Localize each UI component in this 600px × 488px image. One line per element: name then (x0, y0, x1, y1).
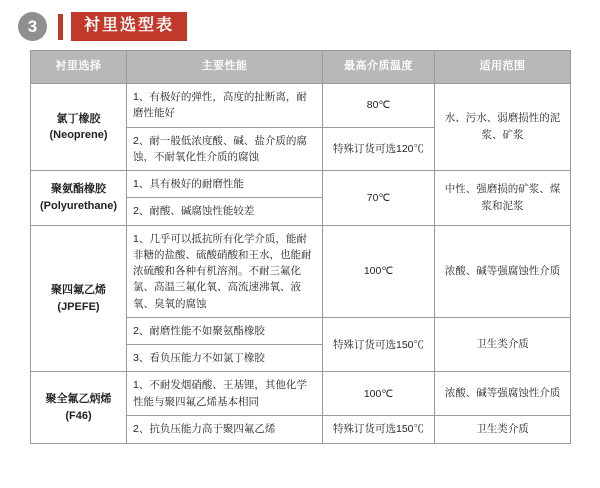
table-header-row (31, 51, 571, 84)
table-row (31, 225, 571, 317)
table-row (31, 171, 571, 198)
lining-name-cell (31, 372, 127, 443)
scope-cell: 中性、强磨损的矿浆、煤浆和泥浆 (435, 171, 571, 226)
table-body (31, 84, 571, 444)
table-row (31, 84, 571, 128)
table-row (31, 372, 571, 416)
lining-name-cell (31, 171, 127, 226)
max-temp-cell: 70℃ (323, 171, 435, 226)
max-temp-cell: 100℃ (323, 372, 435, 416)
column-header-max-temp: 最高介质温度 (323, 51, 435, 84)
lining-name-cn: 聚四氟乙烯 (51, 284, 106, 297)
max-temp-cell: 80℃ (323, 84, 435, 128)
title-accent-bar (58, 14, 63, 40)
max-temp-cell: 100℃ (323, 225, 435, 317)
scope-cell: 浓酸、碱等强腐蚀性介质 (435, 225, 571, 317)
column-header-lining: 衬里选择 (31, 51, 127, 84)
column-header-scope: 适用范围 (435, 51, 571, 84)
performance-cell: 2、耐一般低浓度酸、碱、盐介质的腐蚀，不耐氧化性介质的腐蚀 (127, 127, 323, 171)
page-header (0, 0, 600, 44)
lining-name-cn: 聚全氟乙炳烯 (45, 393, 112, 406)
max-temp-cell: 特殊订货可选150℃ (323, 317, 435, 372)
performance-cell: 2、耐磨性能不如聚氨酯橡胶 (127, 317, 323, 344)
title-group (58, 12, 187, 41)
page-title: 衬里选型表 (71, 12, 187, 41)
lining-name-en: (F46) (65, 409, 92, 422)
lining-name-cell (31, 225, 127, 372)
lining-name-en: (JPEFE) (57, 300, 100, 313)
performance-cell: 1、不耐发烟硝酸、王基锂，其他化学性能与聚四氟乙烯基本相同 (127, 372, 323, 416)
scope-cell: 卫生类介质 (435, 415, 571, 443)
performance-cell: 1、有极好的弹性，高度的扯断离，耐磨性能好 (127, 84, 323, 128)
performance-cell: 2、耐酸、碱腐蚀性能较差 (127, 198, 323, 225)
performance-cell: 1、几乎可以抵抗所有化学介质，能耐非糖的盐酸、硫酸硝酸和王水，也能耐浓硫酸和各种有机溶剂。不耐三氟化氯、高温三氟化氧、高流速沸氧、液氧、臭氧的腐蚀 (127, 225, 323, 317)
column-header-performance: 主要性能 (127, 51, 323, 84)
section-number-badge: 3 (18, 12, 47, 41)
lining-name-cell (31, 84, 127, 171)
scope-cell: 浓酸、碱等强腐蚀性介质 (435, 372, 571, 416)
max-temp-cell: 特殊订货可选150℃ (323, 415, 435, 443)
table-container (0, 44, 600, 444)
lining-name-en: (Polyurethane) (39, 199, 117, 212)
performance-cell: 2、抗负压能力高于聚四氟乙烯 (127, 415, 323, 443)
lining-name-cn: 聚氨酯橡胶 (51, 183, 106, 196)
scope-cell: 卫生类介质 (435, 317, 571, 372)
performance-cell: 3、看负压能力不如氯丁橡胶 (127, 345, 323, 372)
performance-cell: 1、具有极好的耐磨性能 (127, 171, 323, 198)
scope-cell: 水、污水、弱磨损性的泥浆、矿浆 (435, 84, 571, 171)
max-temp-cell: 特殊订货可选120℃ (323, 127, 435, 171)
lining-name-en: (Neoprene) (49, 129, 108, 142)
lining-selection-table (30, 50, 571, 444)
lining-name-cn: 氯丁橡胶 (56, 112, 101, 125)
